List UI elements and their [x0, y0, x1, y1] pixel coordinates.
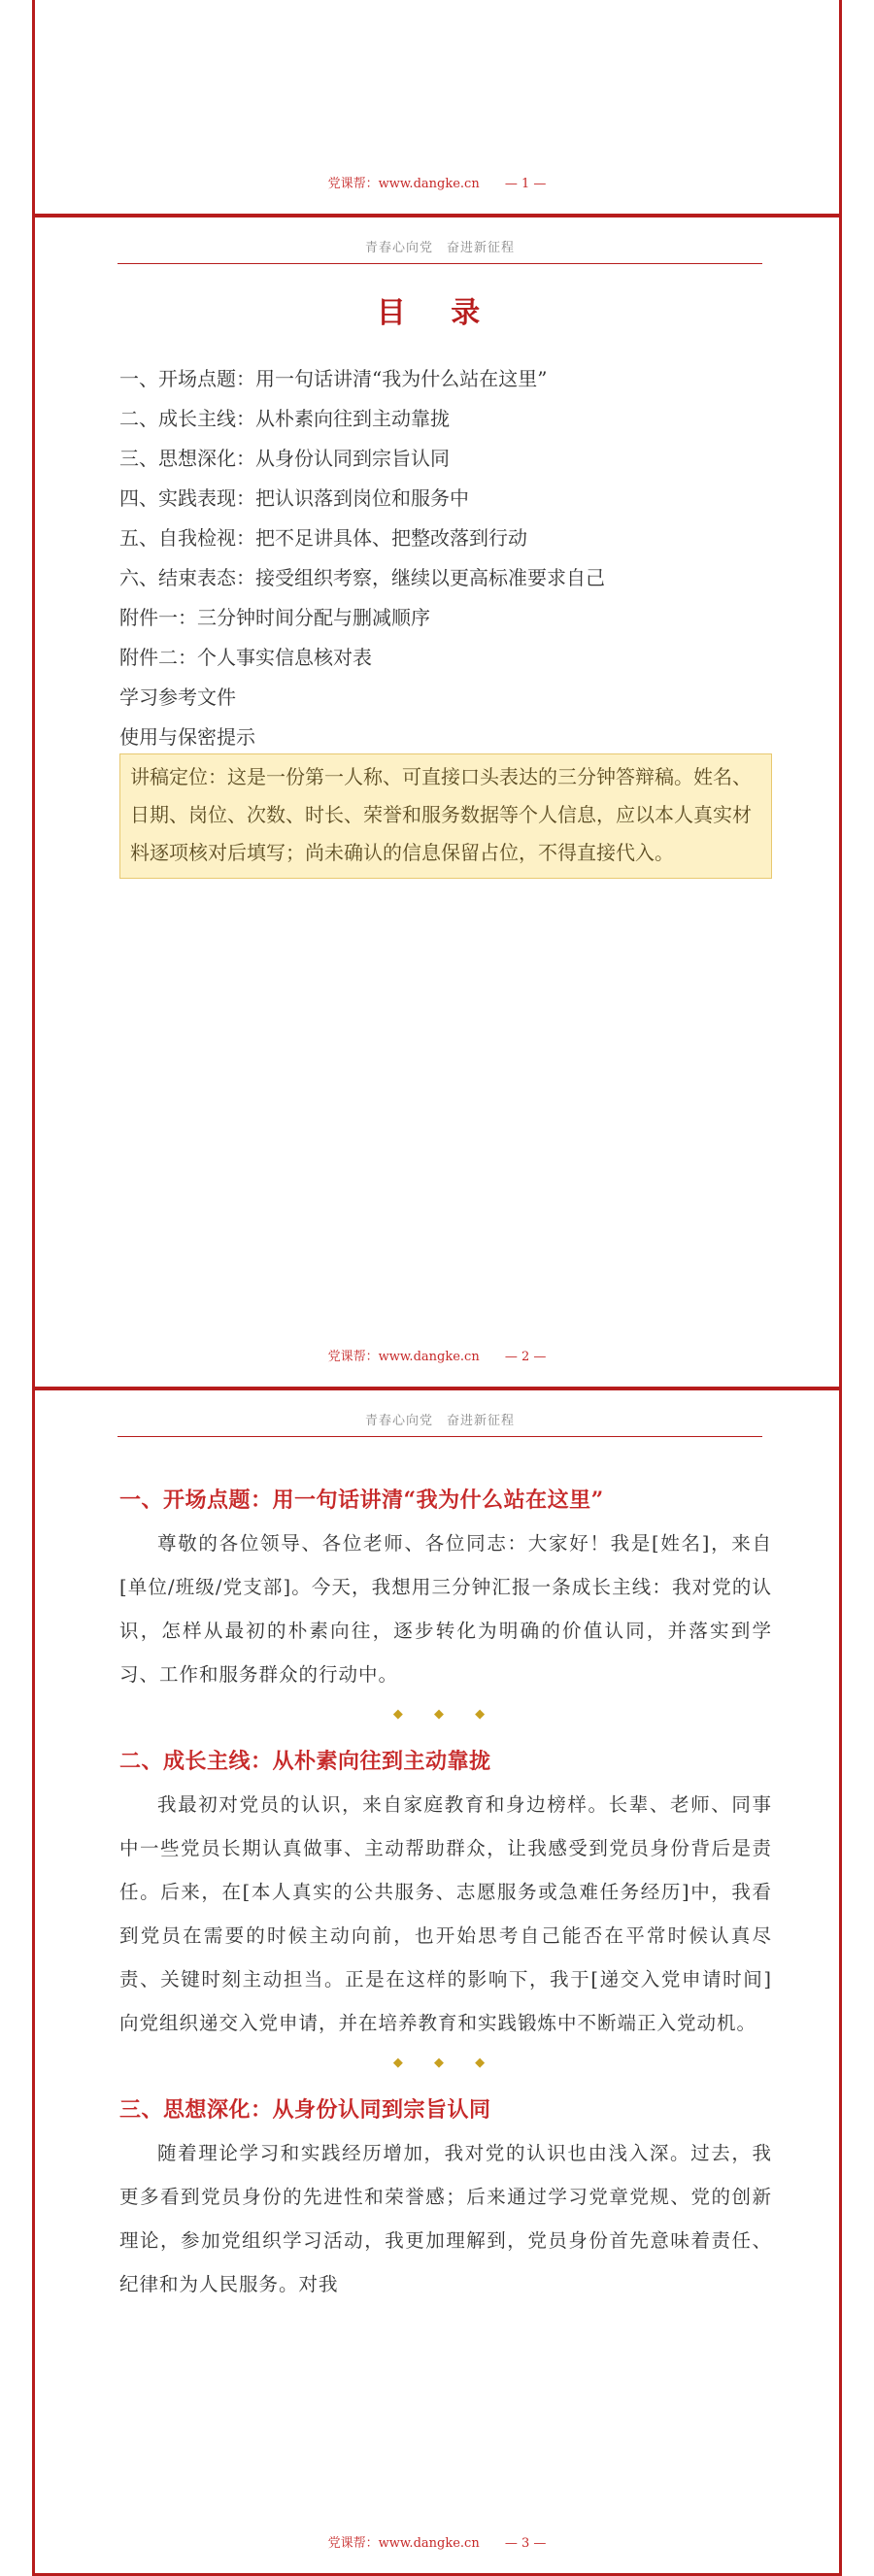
page-1	[32, 0, 842, 214]
section-heading: 一、开场点题：用一句话讲清“我为什么站在这里”	[119, 1488, 604, 1513]
section-paragraph: 随着理论学习和实践经历增加，我对党的认识也由浅入深。过去，我更多看到党员身份的先进性和荣誉感；后来通过学习党章党规、党的创新理论，参加党组织学习活动，我更加理解到，党员身份首先意味着责任、纪律和为人民服务。对我	[119, 2142, 772, 2295]
running-header: 青春心向党 奋进新征程	[118, 1410, 762, 1437]
section-paragraph: 我最初对党员的认识，来自家庭教育和身边榜样。长辈、老师、同事中一些党员长期认真做事、主动帮助群众，让我感受到党员身份背后是责任。后来，在[本人真实的公共服务、志愿服务或急难任务经历]中，我看到党员在需要的时候主动向前，也开始思考自己能否在平常时候认真尽责、关键时刻主动担当。正是在这样的影响下，我于[递交入党申请时间]向党组织递交入党申请，并在培养教育和实践锻炼中不断端正入党动机。	[119, 1793, 772, 2034]
diamond-divider: ◆ ◆ ◆	[392, 2056, 499, 2070]
toc-item[interactable]: 学习参考文件	[119, 686, 236, 709]
toc-item[interactable]: 六、结束表态：接受组织考察，继续以更高标准要求自己	[119, 566, 605, 589]
section-heading: 三、思想深化：从身份认同到宗旨认同	[119, 2097, 491, 2123]
toc-item[interactable]: 使用与保密提示	[119, 725, 255, 749]
page-3	[32, 1387, 842, 2576]
toc-item[interactable]: 四、实践表现：把认识落到岗位和服务中	[119, 486, 469, 510]
page-2	[32, 214, 842, 1387]
running-header: 青春心向党 奋进新征程	[118, 237, 762, 264]
page-footer	[35, 1346, 839, 1364]
section-heading: 二、成长主线：从朴素向往到主动靠拢	[119, 1749, 491, 1774]
page-number: — 3 —	[504, 2536, 547, 2551]
page-number: — 2 —	[504, 1350, 547, 1364]
toc-item[interactable]: 二、成长主线：从朴素向往到主动靠拢	[119, 407, 450, 430]
footer-site: 党课帮：www.dangke.cn	[327, 177, 480, 191]
toc-item[interactable]: 附件二：个人事实信息核对表	[119, 646, 372, 669]
diamond-divider: ◆ ◆ ◆	[392, 1707, 499, 1722]
page-footer	[35, 173, 839, 191]
toc-list	[119, 359, 780, 757]
toc-item[interactable]: 三、思想深化：从身份认同到宗旨认同	[119, 447, 450, 470]
toc-item[interactable]: 五、自我检视：把不足讲具体、把整改落到行动	[119, 526, 527, 550]
toc-item[interactable]: 一、开场点题：用一句话讲清“我为什么站在这里”	[119, 367, 548, 390]
page-number: — 1 —	[504, 177, 547, 191]
footer-site: 党课帮：www.dangke.cn	[327, 1350, 480, 1364]
page-footer	[35, 2532, 839, 2551]
body-content	[119, 1468, 772, 2306]
positioning-note: 讲稿定位：这是一份第一人称、可直接口头表达的三分钟答辩稿。姓名、日期、岗位、次数、时长、荣誉和服务数据等个人信息，应以本人真实材料逐项核对后填写；尚未确认的信息保留占位，不得直接代入。	[119, 753, 772, 879]
footer-site: 党课帮：www.dangke.cn	[327, 2536, 480, 2551]
toc-title: 目 录	[376, 296, 498, 330]
section-paragraph: 尊敬的各位领导、各位老师、各位同志：大家好！我是[姓名]，来自[单位/班级/党支部]。今天，我想用三分钟汇报一条成长主线：我对党的认识，怎样从最初的朴素向往，逐步转化为明确的价值认同，并落实到学习、工作和服务群众的行动中。	[119, 1532, 772, 1686]
toc-item[interactable]: 附件一：三分钟时间分配与删减顺序	[119, 606, 430, 629]
